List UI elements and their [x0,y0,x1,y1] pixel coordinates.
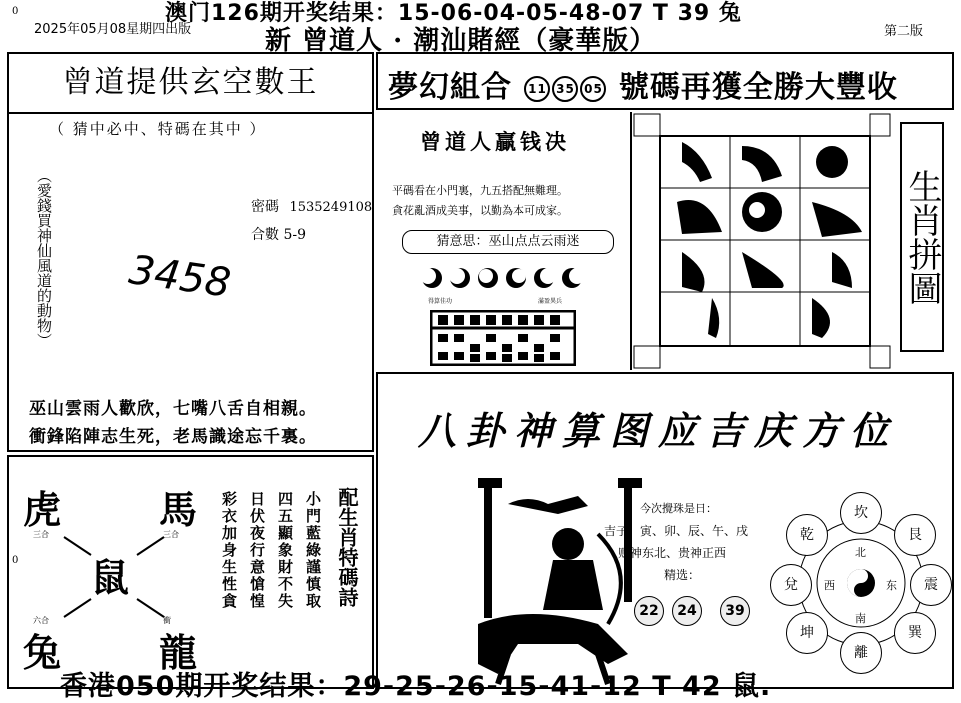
dir-east: 东 [886,579,897,592]
banner-number-3: 05 [580,76,606,102]
pick-ball-3: 39 [720,596,750,626]
zodiac-rat: 鼠 [91,555,130,600]
zodiac-horse: 馬 [159,487,198,532]
archer-illustration [448,474,648,686]
dir-north: 北 [855,546,866,559]
password-label: 密碼 [251,199,279,215]
dir-west: 西 [824,579,835,592]
bagua-arc-title: 八卦神算图应吉庆方位 [418,408,899,453]
macau-result: 澳门126期开奖结果：15-06-04-05-48-07 T 39 兔 [165,1,742,26]
page-title: 新 曾道人 · 潮汕賭經（豪華版） [265,26,657,56]
zodiac-puzzle [632,112,954,370]
zodiac-tiger: 虎 [23,487,62,532]
trigram-kan: 坎 [840,492,882,534]
pick-ball-2: 24 [672,596,702,626]
poem-col-4: 日伏夜行意愴惶 [248,491,266,610]
sum-value: 5-9 [283,227,306,243]
publish-date: 2025年05月08星期四出版 [34,22,192,37]
puzzle-side-title: 生肖拼圖 [900,122,944,352]
today-label: 今次攪珠是日： [640,502,717,515]
margin-mark-top: 0 [12,6,19,17]
left-subheading: （ 猜中必中、特碼在其中 ） [49,120,267,138]
moon-label-right: 滿盈異兵 [538,298,563,305]
tag-sanhe-left: 三合 [33,530,49,539]
banner-number-2: 35 [552,76,578,102]
bagua-section [376,372,954,689]
sum-label: 合數 [251,227,279,243]
left-panel [7,52,374,452]
secret-line-1: 平碼看在小門裏，九五搭配無難理。 [392,184,568,197]
password-value: 1535249108 [289,200,373,215]
moon-phases [420,266,590,296]
poem-col-3: 四五顯象財不失 [276,491,294,610]
trigram-gen: 艮 [894,514,936,556]
trigram-xun: 巽 [894,612,936,654]
pick-label: 精选： [664,568,701,582]
poem-col-1: 配生肖特碼詩 [335,487,359,607]
bagua-wheel [770,492,952,674]
zodiac-dragon: 龍 [159,630,198,675]
trigram-zhen: 震 [910,564,952,606]
pick-ball-1: 22 [634,596,664,626]
zodiac-panel [7,455,374,689]
banner-suffix: 號碼再獲全勝大豐收 [618,70,898,105]
zodiac-rabbit: 兔 [23,630,62,675]
tag-liuhe: 六合 [33,616,49,625]
margin-mark-mid: 0 [12,555,19,566]
secret-box [376,112,632,370]
poem-line-2: 衝鋒陷陣志生死，老馬識途忘千裏。 [29,427,317,447]
left-heading-box [9,54,372,114]
trigram-dui: 兌 [770,564,812,606]
trigram-qian: 乾 [786,514,828,556]
poem-col-5: 彩衣加身生性貪 [220,491,238,610]
wealth-line: 财神东北、贵神正西 [618,546,727,560]
tag-sanhe-right: 三合 [163,530,179,539]
banner-row [388,62,898,106]
banner-prefix: 夢幻組合 [388,70,512,105]
edition-label: 第二版 [884,24,924,39]
riddle-box: 猜意思：巫山点点云雨迷 [402,230,614,254]
password-row [251,196,372,216]
sum-row [251,224,306,244]
secret-title: 曾道人贏钱决 [420,129,570,154]
trigram-kun: 坤 [786,612,828,654]
dir-south: 南 [855,612,866,625]
secret-line-2: 貪花亂酒成美事，以勤為本可成家。 [392,204,568,217]
tag-chong: 衝 [163,616,171,625]
abacus-icon [430,310,576,366]
moon-label-left: 得算佳功 [428,298,453,305]
handwritten-number: 3458 [126,247,234,307]
dream-banner [376,52,954,110]
poem-line-1: 巫山雲雨人歡欣，七嘴八舌自相親。 [29,399,317,419]
poem-col-2: 小門藍綠謹慎取 [304,491,322,610]
banner-number-1: 11 [524,76,550,102]
puzzle-grid [632,112,892,370]
vertical-hint: （愛錢買神仙風道的動物） [35,168,53,348]
hk-result: 香港050期开奖结果：29-25-26-15-41-12 T 42 鼠. [60,671,772,702]
hours-line: 吉子、寅、卯、辰、午、戌 [604,524,749,538]
trigram-li: 離 [840,632,882,674]
left-heading: 曾道提供玄空數王 [62,65,319,100]
